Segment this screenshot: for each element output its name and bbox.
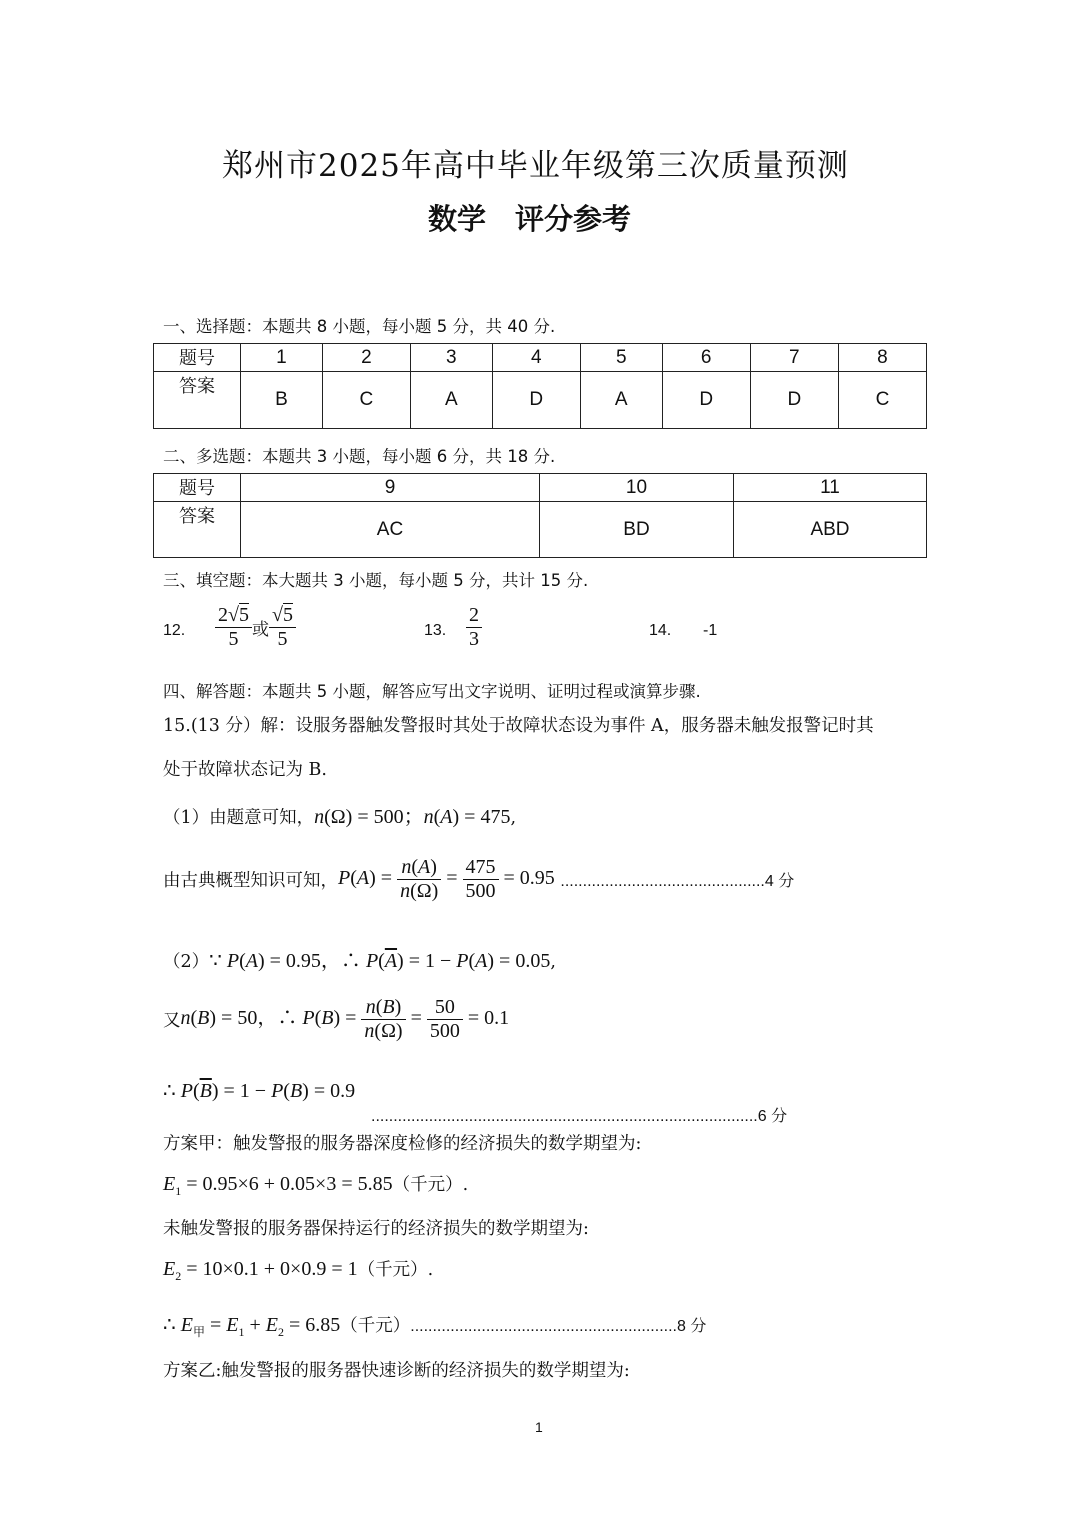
- step1b-line: [163, 856, 794, 903]
- page-title: 郑州市2025年高中毕业年级第三次质量预测: [222, 148, 849, 184]
- step1b-prefix: 由古典概型知识可知，: [163, 871, 338, 891]
- question-number: 4: [492, 344, 580, 372]
- e-total-formula: ∴ $E_甲 = E_1 + E_2 = 6.85$: [163, 1314, 341, 1339]
- answer-cell: B: [241, 372, 323, 429]
- section2-heading: 二、多选题：本题共 3 小题，每小题 6 分，共 18 分.: [163, 447, 556, 466]
- question-number: 3: [410, 344, 492, 372]
- q15-intro-line1: 15.(13 分）解：设服务器触发警报时其处于故障状态设为事件 A，服务器未触发报警记时其: [163, 716, 874, 736]
- row-label-answer: 答案: [154, 502, 241, 558]
- answer-cell: D: [750, 372, 838, 429]
- e2-line: [163, 1256, 433, 1284]
- plan-b-text: 方案乙:触发警报的服务器快速诊断的经济损失的数学期望为:: [163, 1361, 630, 1381]
- e1-line: [163, 1171, 468, 1199]
- plan-a-text: 方案甲：触发警报的服务器深度检修的经济损失的数学期望为:: [163, 1134, 642, 1154]
- question-number: 10: [540, 474, 734, 502]
- row-label-answer: 答案: [154, 372, 241, 429]
- row-label-question: 题号: [154, 344, 241, 372]
- score-6: .......................................................................................6 分: [371, 1108, 788, 1125]
- step2-prefix: （2）: [163, 952, 210, 972]
- step2b-formula: n(B) = 50，∴ P(B) = $\frac{n(B)}{n(\Omega)}$ = $\frac{50}{500}$ = 0.1: [180, 996, 510, 1042]
- answer-cell: A: [410, 372, 492, 429]
- multi-answer-table: [153, 473, 927, 558]
- q12-or: 或: [251, 620, 269, 640]
- question-number: 1: [241, 344, 323, 372]
- step2b-line: [163, 996, 509, 1043]
- q13-answer: $\frac{2}{3}$: [466, 604, 482, 651]
- e2-formula: $E_2 = 10\times 0.1 + 0\times 0.9 = 1$: [163, 1258, 358, 1283]
- page-subtitle: 数学 评分参考: [428, 202, 632, 236]
- step1-formula: n(Ω) = 500；n(A) = 475: [314, 806, 511, 828]
- q14-label: 14.: [649, 622, 672, 639]
- e1-formula: $E_1 = 0.95\times 6 + 0.05\times 3 = 5.85$: [163, 1173, 393, 1198]
- step2-line: （2）∵ P(A) = 0.95，∴ $P(\overline{A}) = 1 - P(A) = 0.05$,: [163, 950, 556, 972]
- section4-heading: 四、解答题：本题共 5 小题，解答应写出文字说明、证明过程或演算步骤.: [163, 682, 701, 701]
- q12-label: 12.: [163, 622, 186, 639]
- answer-cell: AC: [241, 502, 540, 558]
- step2c-formula: ∴ $P(\overline{B}) = 1 - P(B) = 0.9$: [163, 1080, 356, 1102]
- question-number: 2: [322, 344, 410, 372]
- q12-answer: $\frac{2√5}{5}$ 或 $\frac{√5}{5}$: [215, 604, 296, 651]
- question-number: 7: [750, 344, 838, 372]
- q13-label: 13.: [424, 622, 447, 639]
- mc-answer-table: [153, 343, 927, 429]
- step2b-prefix: 又: [163, 1011, 181, 1031]
- plan-a-text-2: 未触发警报的服务器保持运行的经济损失的数学期望为:: [163, 1219, 589, 1239]
- question-number: 6: [662, 344, 750, 372]
- step1-prefix: （1）由题意可知，: [163, 808, 315, 828]
- answer-cell: ABD: [734, 502, 927, 558]
- answer-cell: D: [662, 372, 750, 429]
- question-number: 11: [734, 474, 927, 502]
- question-number: 8: [838, 344, 926, 372]
- answer-cell: A: [580, 372, 662, 429]
- section3-heading: 三、填空题：本大题共 3 小题，每小题 5 分，共计 15 分.: [163, 571, 589, 590]
- step1-line: （1）由题意可知，n(Ω) = 500；n(A) = 475,: [163, 806, 517, 828]
- answer-cell: C: [838, 372, 926, 429]
- score-4: ..............................................4 分: [560, 873, 795, 890]
- q14-answer: -1: [703, 622, 718, 639]
- e1-unit: （千元）.: [392, 1175, 469, 1195]
- e-total-line: [163, 1312, 706, 1340]
- answer-cell: C: [322, 372, 410, 429]
- answer-cell: BD: [540, 502, 734, 558]
- section1-heading: 一、选择题：本题共 8 小题，每小题 5 分，共 40 分.: [163, 317, 556, 336]
- e-total-unit: （千元）: [340, 1316, 411, 1336]
- q15-intro-line2: 处于故障状态记为 B.: [163, 760, 327, 780]
- score-8: ............................................................8 分: [410, 1318, 707, 1335]
- step2-formula: ∵ P(A) = 0.95，∴ $P(\overline{A}) = 1 - P(A) = 0.05$: [209, 950, 551, 972]
- page-number: 1: [535, 1419, 543, 1435]
- answer-cell: D: [492, 372, 580, 429]
- question-number: 9: [241, 474, 540, 502]
- step1b-formula: P(A) = $\frac{n(A)}{n(\Omega)}$ = $\frac{475}{500}$ = 0.95: [338, 856, 555, 902]
- question-number: 5: [580, 344, 662, 372]
- row-label-question: 题号: [154, 474, 241, 502]
- e2-unit: （千元）.: [357, 1260, 434, 1280]
